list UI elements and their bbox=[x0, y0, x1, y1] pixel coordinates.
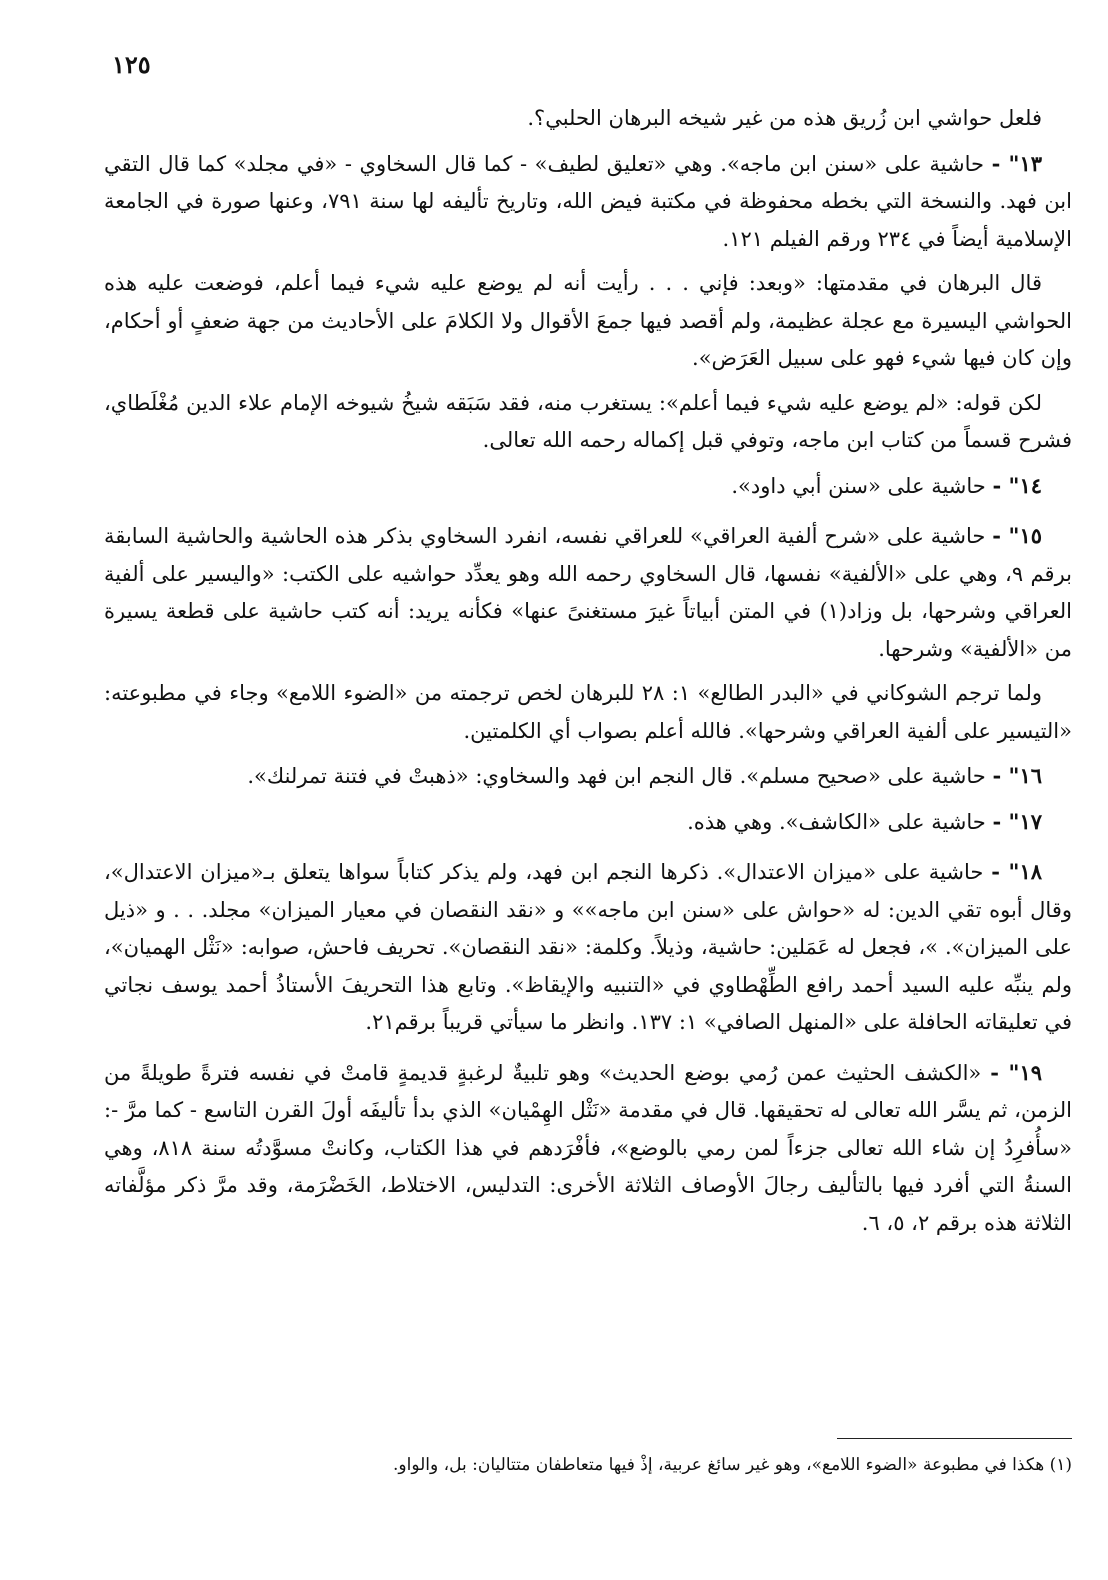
page-number: ١٢٥ bbox=[112, 50, 151, 79]
entry-19 bbox=[104, 1054, 1072, 1243]
paragraph-burhan-quote bbox=[104, 265, 1072, 378]
entry-18 bbox=[104, 853, 1072, 1042]
page-body bbox=[104, 100, 1072, 1249]
paragraph-text: ولما ترجم الشوكاني في «البدر الطالع» ١: ٢٨ للبرهان لخص ترجمته من «الضوء اللامع» وجاء في مطبوعته: «التيسير على ألفية العراقي وشرحها». فالله أعلم بصواب أي الكلمتين. bbox=[104, 681, 1072, 743]
entry-13 bbox=[104, 145, 1072, 259]
entry-text: حاشية على «الكاشف». وهي هذه. bbox=[687, 809, 986, 834]
entry-number: ١٥" - bbox=[992, 523, 1043, 548]
entry-number: ١٧" - bbox=[992, 808, 1042, 834]
paragraph-intro bbox=[104, 100, 1072, 138]
entry-text: حاشية على «صحيح مسلم». قال النجم ابن فهد والسخاوي: «ذهبتْ في فتنة تمرلنك». bbox=[247, 764, 986, 788]
entry-number: ١٣" - bbox=[991, 150, 1042, 176]
entry-text: حاشية على «ميزان الاعتدال». ذكرها النجم ابن فهد، ولم يذكر كتاباً سواها يتعلق بـ«ميزان الاعتدال»، وقال أبوه تقي الدين: له «حواش على «سنن ابن ماجه»» و «نقد النقصان في معيار الميزان» مجلد. . . و «ذيل على الميزان». »، فجعل له عَمَلين: حاشية، وذيلاً. وكلمة: «نقد النقصان». تحريف فاحش، صوابه: «نَثْل الهميان»، ولم ينبِّه عليه السيد أحمد رافع الطِّهْطاوي في «التنبيه والإيقاظ». وتابع هذا التحريفَ الأستاذُ أحمد يوسف نجاتي في تعليقاته الحافلة على «المنهل الصافي» ١: ١٣٧. وانظر ما سيأتي قريباً برقم٢١. bbox=[104, 860, 1072, 1034]
entry-number: ١٦" - bbox=[992, 763, 1042, 788]
paragraph-lakin bbox=[104, 385, 1072, 460]
entry-text: «الكشف الحثيث عمن رُمي بوضع الحديث» وهو تلبيةٌ لرغبةٍ قديمةٍ قامتْ في نفسه فترةً طويلةً من الزمن، ثم يسَّر الله تعالى له تحقيقها. قال في مقدمة «نَثْل الهِمْيان» الذي بدأ تأليفَه أولَ القرن التاسع - كما مرَّ -: «سأُفرِدُ إن شاء الله تعالى جزءاً لمن رمي بالوضع»، فأفْرَدهم في هذا الكتاب، وكانتْ مسوَّدتُه سنة ٨١٨، وهي السنةُ التي أفرد فيها بالتأليف رجالَ الأوصاف الثلاثة الأخرى: التدليس، الاختلاط، الخَضْرَمة، وقد مرَّ ذكر مؤلَّفاته الثلاثة هذه برقم ٢، ٥، ٦. bbox=[104, 1060, 1072, 1235]
entry-number: ١٩" - bbox=[990, 1059, 1042, 1085]
entry-15 bbox=[104, 517, 1072, 668]
entry-text: حاشية على «شرح ألفية العراقي» للعراقي نفسه، انفرد السخاوي بذكر هذه الحاشية والحاشية السابقة برقم ٩، وهي على «الألفية» نفسها، قال السخاوي رحمه الله وهو يعدِّد حواشيه على الكتب: «واليسير على ألفية العراقي وشرحها، بل وزاد(١) في المتن أبياتاً غيرَ مستغنىً عنها» فكأنه يريد: أنه كتب حاشية على قطعة يسيرة من «الألفية» وشرحها. bbox=[104, 524, 1073, 661]
footnote: (١) هكذا في مطبوعة «الضوء اللامع»، وهو غير سائغ عربية، إذْ فيها متعاطفان متتاليان: بل، والواو. bbox=[393, 1455, 1072, 1475]
paragraph-text: فلعل حواشي ابن زُريق هذه من غير شيخه البرهان الحلبي؟. bbox=[527, 106, 1042, 130]
entry-number: ١٤" - bbox=[992, 472, 1042, 498]
entry-number: ١٨" - bbox=[991, 859, 1043, 884]
entry-16 bbox=[104, 757, 1072, 796]
entry-14 bbox=[104, 467, 1072, 506]
footnote-divider bbox=[837, 1438, 1072, 1439]
entry-17 bbox=[104, 803, 1072, 842]
entry-text: حاشية على «سنن أبي داود». bbox=[731, 473, 986, 498]
paragraph-shawkani bbox=[104, 675, 1072, 750]
paragraph-text: قال البرهان في مقدمتها: «وبعد: فإني . . . رأيت أنه لم يوضع عليه شيء فيما أعلم، فوضعت عليه هذه الحواشي اليسيرة مع عجلة عظيمة، ولم أقصد فيها جمعَ الأقوال ولا الكلامَ على الأحاديث من جهة ضعفٍ أو أحكام، وإن كان فيها شيء فهو على سبيل العَرَض». bbox=[104, 271, 1072, 370]
entry-text: حاشية على «سنن ابن ماجه». وهي «تعليق لطيف» - كما قال السخاوي - «في مجلد» كما قال التقي ابن فهد. والنسخة التي بخطه محفوظة في مكتبة فيض الله، وتاريخ تأليفه لها سنة ٧٩١، وعنها صورة في الجامعة الإسلامية أيضاً في ٢٣٤ ورقم الفيلم ١٢١. bbox=[104, 151, 1072, 251]
paragraph-text: لكن قوله: «لم يوضع عليه شيء فيما أعلم»: يستغرب منه، فقد سَبَقه شيخُ شيوخه الإمام علاء الدين مُغْلَطاي، فشرح قسماً من كتاب ابن ماجه، وتوفي قبل إكماله رحمه الله تعالى. bbox=[104, 390, 1072, 452]
